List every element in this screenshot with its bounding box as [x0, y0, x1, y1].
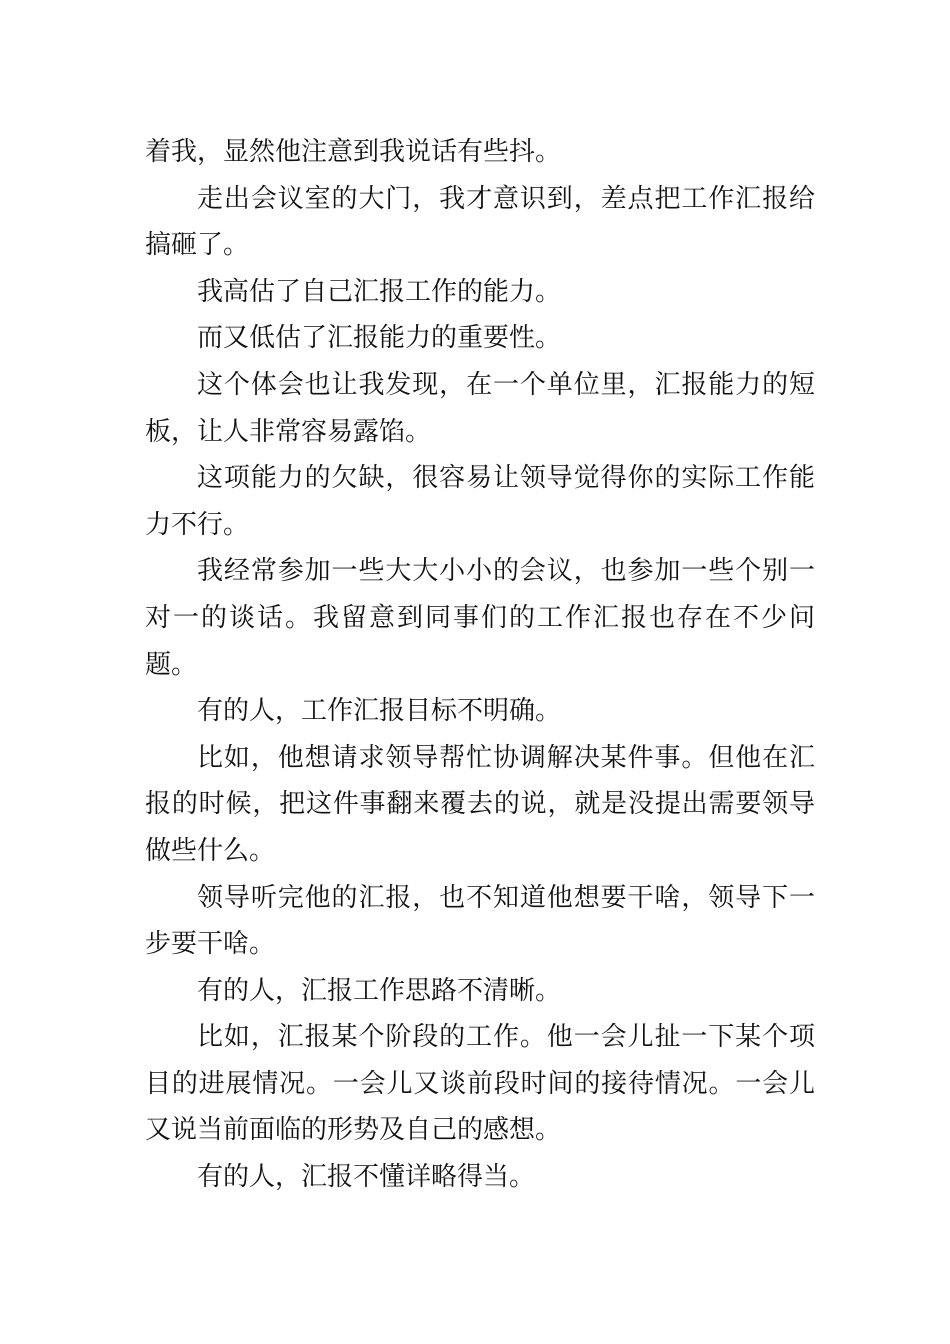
paragraph: 我经常参加一些大大小小的会议，也参加一些个别一对一的谈话。我留意到同事们的工作汇报也存在不少问题。: [145, 556, 815, 680]
body-text: [145, 129, 815, 1201]
paragraph: 这个体会也让我发现，在一个单位里，汇报能力的短板，让人非常容易露馅。: [145, 369, 815, 447]
paragraph: 走出会议室的大门，我才意识到，差点把工作汇报给搞砸了。: [145, 183, 815, 261]
paragraph: 有的人，汇报工作思路不清晰。: [197, 975, 562, 1006]
paragraph: 比如，他想请求领导帮忙协调解决某件事。但他在汇报的时候，把这件事翻来覆去的说，就是没提出需要领导做些什么。: [145, 742, 815, 866]
paragraph: 比如，汇报某个阶段的工作。他一会儿扯一下某个项目的进展情况。一会儿又谈前段时间的接待情况。一会儿又说当前面临的形势及自己的感想。: [145, 1022, 815, 1146]
paragraph: 这项能力的欠缺，很容易让领导觉得你的实际工作能力不行。: [145, 463, 815, 540]
paragraph: 有的人，工作汇报目标不明确。: [197, 696, 562, 727]
paragraph: 我高估了自己汇报工作的能力。: [197, 276, 562, 307]
paragraph: 有的人，汇报不懂详略得当。: [197, 1162, 536, 1193]
paragraph: 而又低估了汇报能力的重要性。: [197, 323, 562, 354]
paragraph: 领导听完他的汇报，也不知道他想要干啥，领导下一步要干啥。: [145, 882, 815, 960]
paragraph: 着我，显然他注意到我说话有些抖。: [145, 137, 562, 167]
